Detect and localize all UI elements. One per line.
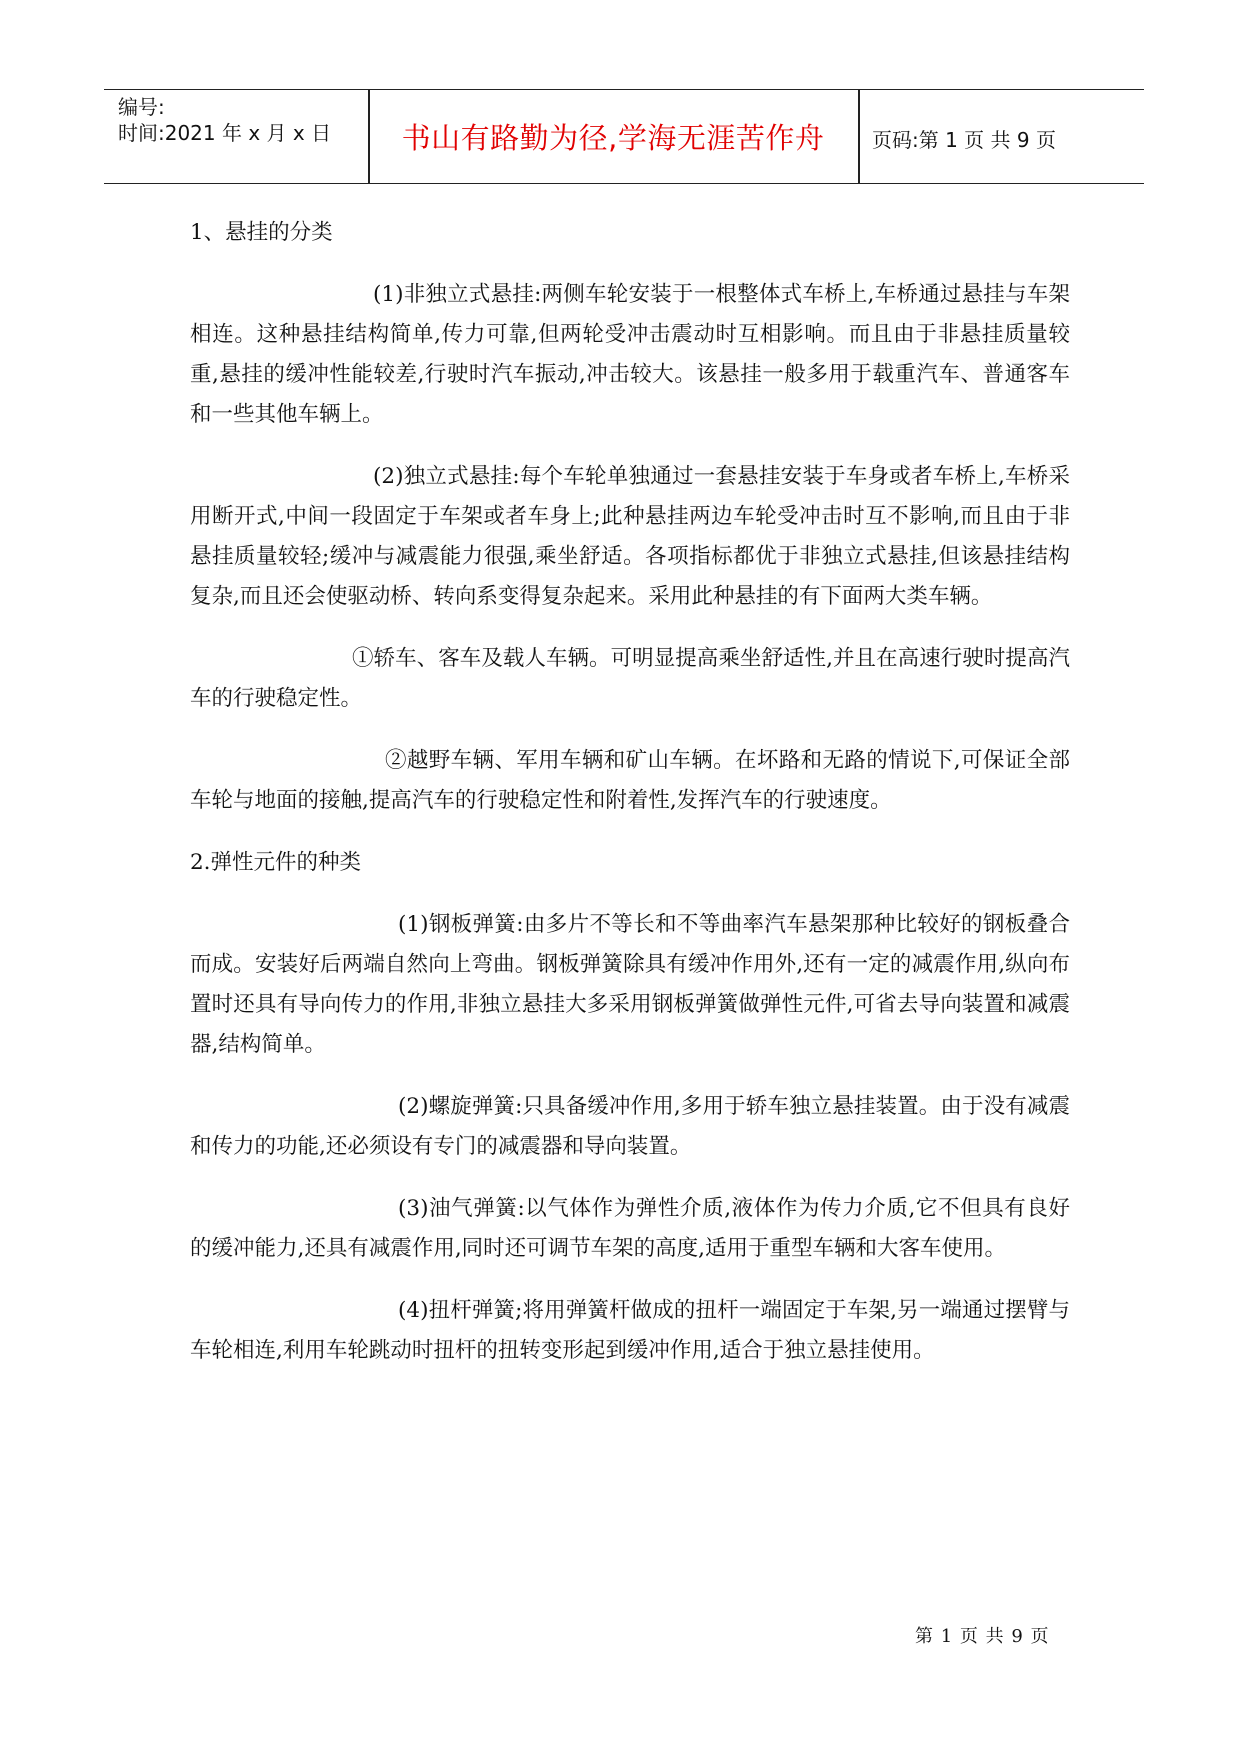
header-divider [858,90,860,183]
paragraph: ①轿车、客车及载人车辆。可明显提高乘坐舒适性,并且在高速行驶时提高汽车的行驶稳定性。 [190,646,1070,711]
number-label: 编号: [118,95,165,119]
page-footer: 第 1 页 共 9 页 [915,1626,1050,1647]
paragraph: (4)扭杆弹簧;将用弹簧杆做成的扭杆一端固定于车架,另一端通过摆臂与车轮相连,利用车轮跳动时扭杆的扭转变形起到缓冲作用,适合于独立悬挂使用。 [190,1298,1070,1363]
time-label: 时间:2021 年 x 月 x 日 [118,121,332,145]
header-page-code: 页码:第 1 页 共 9 页 [872,128,1056,152]
section-title: 2.弹性元件的种类 [190,850,362,875]
paragraph: (1)非独立式悬挂:两侧车轮安装于一根整体式车桥上,车桥通过悬挂与车架相连。这种悬挂结构简单,传力可靠,但两轮受冲击震动时互相影响。而且由于非悬挂质量较重,悬挂的缓冲性能较差,行驶时汽车振动,冲击较大。该悬挂一般多用于载重汽车、普通客车和一些其他车辆上。 [190,282,1070,427]
header-motto: 书山有路勤为径,学海无涯苦作舟 [401,121,825,155]
paragraph: (3)油气弹簧:以气体作为弹性介质,液体作为传力介质,它不但具有良好的缓冲能力,还具有减震作用,同时还可调节车架的高度,适用于重型车辆和大客车使用。 [190,1196,1070,1261]
paragraph: (1)钢板弹簧:由多片不等长和不等曲率汽车悬架那种比较好的钢板叠合而成。安装好后两端自然向上弯曲。钢板弹簧除具有缓冲作用外,还有一定的减震作用,纵向布置时还具有导向传力的作用,非独立悬挂大多采用钢板弹簧做弹性元件,可省去导向装置和减震器,结构简单。 [190,912,1070,1057]
header-meta [118,94,368,146]
section-title: 1、悬挂的分类 [190,220,333,245]
paragraph: ②越野车辆、军用车辆和矿山车辆。在坏路和无路的情说下,可保证全部车轮与地面的接触,提高汽车的行驶稳定性和附着性,发挥汽车的行驶速度。 [190,748,1070,813]
document-body [190,213,1070,1393]
paragraph: (2)独立式悬挂:每个车轮单独通过一套悬挂安装于车身或者车桥上,车桥采用断开式,中间一段固定于车架或者车身上;此种悬挂两边车轮受冲击时互不影响,而且由于非悬挂质量较轻;缓冲与减震能力很强,乘坐舒适。各项指标都优于非独立式悬挂,但该悬挂结构复杂,而且还会使驱动桥、转向系变得复杂起来。采用此种悬挂的有下面两大类车辆。 [190,464,1070,609]
paragraph: (2)螺旋弹簧:只具备缓冲作用,多用于轿车独立悬挂装置。由于没有减震和传力的功能,还必须设有专门的减震器和导向装置。 [190,1094,1070,1159]
page-header [104,89,1144,184]
